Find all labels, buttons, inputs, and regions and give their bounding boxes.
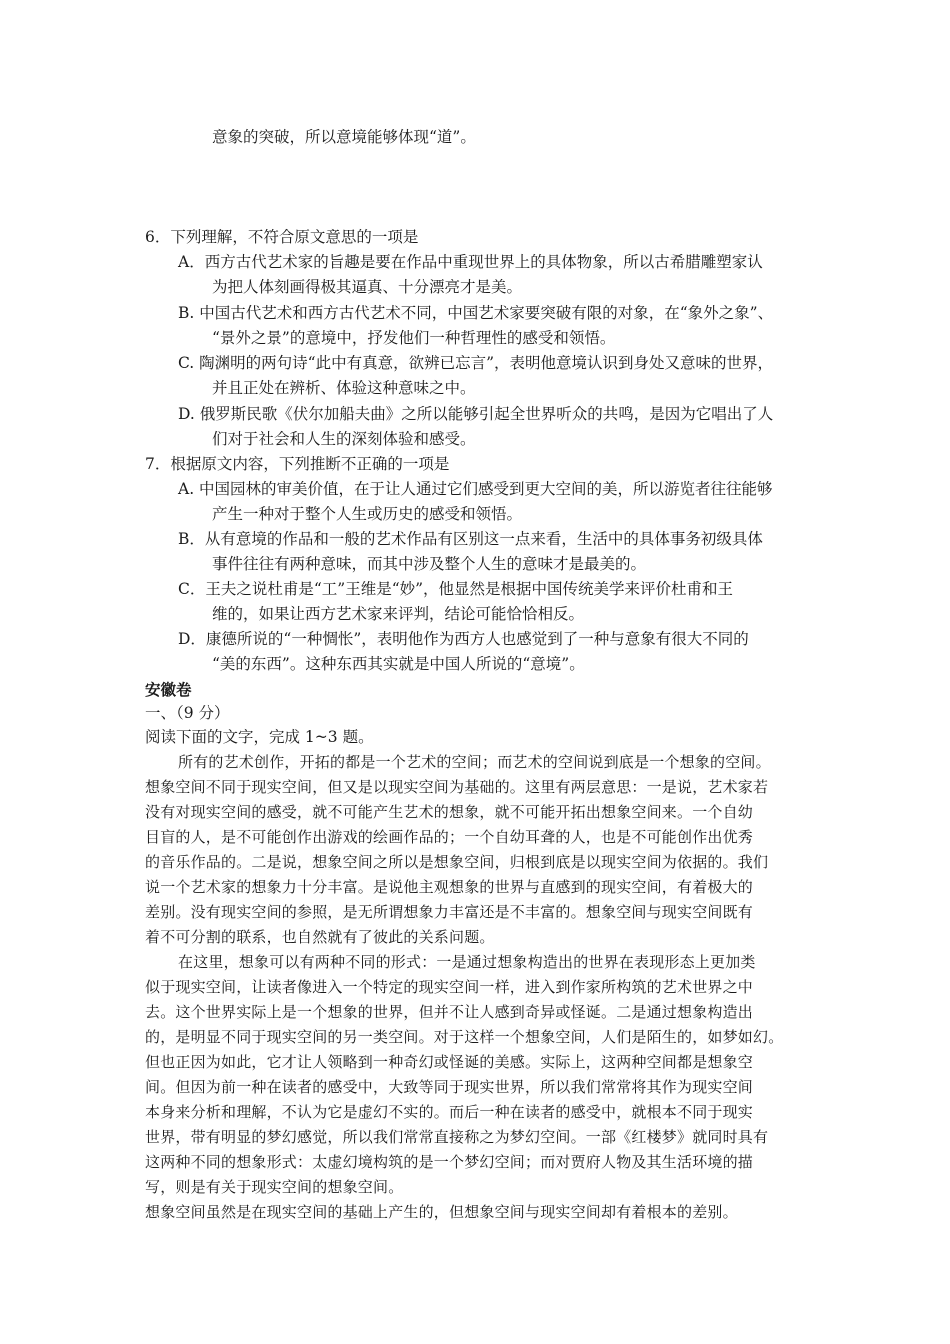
q7-option-d-line1: D．康德所说的“一种惆怅”，表明他作为西方人也感觉到了一种与意象有很大不同的	[178, 630, 749, 648]
passage-line: 想象空间虽然是在现实空间的基础上产生的，但想象空间与现实空间却有着根本的差别。	[145, 1203, 738, 1221]
q7-option-a-line2: 产生一种对于整个人生或历史的感受和领悟。	[212, 505, 523, 523]
passage-line: 想象空间不同于现实空间，但又是以现实空间为基础的。这里有两层意思：一是说，艺术家若	[145, 778, 769, 796]
passage-line: 着不可分割的联系，也自然就有了彼此的关系问题。	[145, 928, 495, 946]
passage-line: 没有对现实空间的感受，就不可能产生艺术的想象，就不可能开拓出想象空间来。一个自幼	[145, 803, 754, 821]
q6-option-b-line1: B. 中国古代艺术和西方古代艺术不同，中国艺术家要突破有限的对象，在“象外之象”、	[178, 304, 774, 322]
instruction: 阅读下面的文字，完成 1~3 题。	[145, 728, 374, 746]
top-fragment: 意象的突破，所以意境能够体现“道”。	[212, 128, 476, 146]
passage-line: 所有的艺术创作，开拓的都是一个艺术的空间；而艺术的空间说到底是一个想象的空间。	[178, 753, 771, 771]
q6-option-b-line2: “景外之景”的意境中，抒发他们一种哲理性的感受和领悟。	[212, 329, 616, 347]
passage-line: 在这里，想象可以有两种不同的形式：一是通过想象构造出的世界在表现形态上更加类	[178, 953, 756, 971]
passage-line: 去。这个世界实际上是一个想象的世界，但并不让人感到奇异或怪诞。二是通过想象构造出	[145, 1003, 754, 1021]
q7-option-c-line1: C．王夫之说杜甫是“工”王维是“妙”，他显然是根据中国传统美学来评价杜甫和王	[178, 580, 734, 598]
passage-line: 说一个艺术家的想象力十分丰富。是说他主观想象的世界与直感到的现实空间，有着极大的	[145, 878, 754, 896]
passage-line: 但也正因为如此，它才让人领略到一种奇幻或怪诞的美感。实际上，这两种空间都是想象空	[145, 1053, 754, 1071]
q6-option-d-line2: 们对于社会和人生的深刻体验和感受。	[212, 430, 476, 448]
q7-option-c-line2: 维的，如果让西方艺术家来评判，结论可能恰恰相反。	[212, 605, 585, 623]
passage-line: 间。但因为前一种在读者的感受中，大致等同于现实世界，所以我们常常将其作为现实空间	[145, 1078, 754, 1096]
passage-line: 的，是明显不同于现实空间的另一类空间。对于这样一个想象空间，人们是陌生的，如梦如幻。	[145, 1028, 784, 1046]
q7-option-b-line1: B．从有意境的作品和一般的艺术作品有区别这一点来看，生活中的具体事务初级具体	[178, 530, 763, 548]
q6-option-c-line2: 并且正处在辨析、体验这种意味之中。	[212, 379, 476, 397]
q6-option-a-line1: A．西方古代艺术家的旨趣是要在作品中重现世界上的具体物象，所以古希腊雕塑家认	[178, 253, 763, 271]
q7-option-a-line1: A. 中国园林的审美价值，在于让人通过它们感受到更大空间的美，所以游览者往往能够	[178, 480, 773, 498]
q6-stem: 6．下列理解，不符合原文意思的一项是	[145, 228, 419, 246]
q6-option-c-line1: C. 陶渊明的两句诗“此中有真意，欲辨已忘言”，表明他意境认识到身处又意味的世界，	[178, 354, 774, 372]
passage-line: 世界，带有明显的梦幻感觉，所以我们常常直接称之为梦幻空间。一部《红楼梦》就同时具有	[145, 1128, 769, 1146]
part-label: 一、（9 分）	[145, 704, 230, 722]
section-title: 安徽卷	[145, 680, 192, 699]
passage-line: 写，则是有关于现实空间的想象空间。	[145, 1178, 404, 1196]
passage-line: 差别。没有现实空间的参照，是无所谓想象力丰富还是不丰富的。想象空间与现实空间既有	[145, 903, 754, 921]
passage-line: 这两种不同的想象形式：太虚幻境构筑的是一个梦幻空间；而对贾府人物及其生活环境的描	[145, 1153, 754, 1171]
passage-line: 的音乐作品的。二是说，想象空间之所以是想象空间，归根到底是以现实空间为依据的。我们	[145, 853, 769, 871]
q7-option-b-line2: 事件往往有两种意味，而其中涉及整个人生的意味才是最美的。	[212, 555, 647, 573]
passage-line: 目盲的人，是不可能创作出游戏的绘画作品的；一个自幼耳聋的人，也是不可能创作出优秀	[145, 828, 754, 846]
q6-option-a-line2: 为把人体刻画得极其逼真、十分漂亮才是美。	[212, 278, 523, 296]
q6-option-d-line1: D. 俄罗斯民歌《伏尔加船夫曲》之所以能够引起全世界听众的共鸣，是因为它唱出了人	[178, 405, 774, 423]
q7-stem: 7．根据原文内容，下列推断不正确的一项是	[145, 455, 450, 473]
passage-line: 似于现实空间，让读者像进入一个特定的现实空间一样，进入到作家所构筑的艺术世界之中	[145, 978, 754, 996]
passage-line: 本身来分析和理解，不认为它是虚幻不实的。而后一种在读者的感受中，就根本不同于现实	[145, 1103, 754, 1121]
q7-option-d-line2: “美的东西”。这种东西其实就是中国人所说的“意境”。	[212, 655, 585, 673]
